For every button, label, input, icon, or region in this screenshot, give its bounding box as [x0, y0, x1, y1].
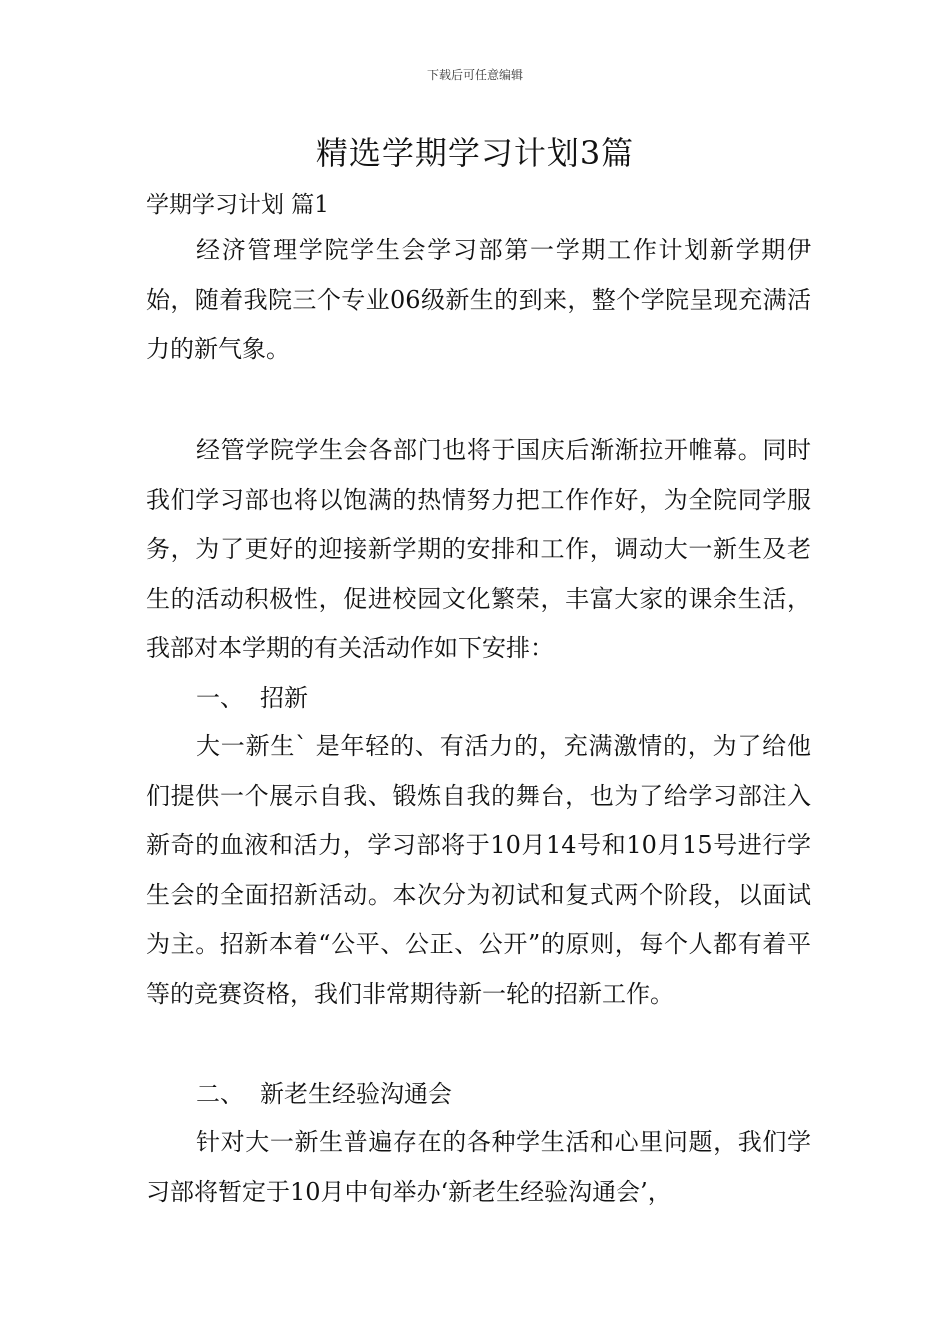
heading-number: 二、: [196, 1080, 244, 1108]
heading-recruitment: [196, 674, 308, 724]
paragraph-2: 经管学院学生会各部门也将于国庆后渐渐拉开帷幕。同时我们学习部也将以饱满的热情努力把工作作好，为全院同学服务，为了更好的迎接新学期的安排和工作，调动大一新生及老生的活动积极性，促进校园文化繁荣，丰富大家的课余生活，我部对本学期的有关活动作如下安排：: [146, 436, 811, 662]
document-title: 精选学期学习计划3篇: [315, 134, 635, 172]
heading-text: 招新: [260, 684, 308, 712]
heading-text: 新老生经验沟通会: [260, 1080, 452, 1108]
heading-exchange-meeting: [196, 1070, 452, 1120]
section-subtitle: 学期学习计划 篇1: [146, 192, 329, 218]
paragraph-4: 针对大一新生普遍存在的各种学生活和心里问题，我们学习部将暂定于10月中旬举办‘新老生经验沟通会’，: [146, 1128, 811, 1206]
header-note: 下载后可任意编辑: [426, 68, 523, 82]
paragraph-3: 大一新生` 是年轻的、有活力的，充满激情的，为了给他们提供一个展示自我、锻炼自我的舞台，也为了给学习部注入新奇的血液和活力，学习部将于10月14号和10月15号进行学生会的全面招新活动。本次分为初试和复式两个阶段，以面试为主。招新本着“公平、公正、公开”的原则，每个人都有着平等的竞赛资格，我们非常期待新一轮的招新工作。: [146, 732, 811, 1008]
paragraph-1: 经济管理学院学生会学习部第一学期工作计划新学期伊始，随着我院三个专业06级新生的到来，整个学院呈现充满活力的新气象。: [146, 236, 811, 363]
heading-number: 一、: [196, 684, 244, 712]
